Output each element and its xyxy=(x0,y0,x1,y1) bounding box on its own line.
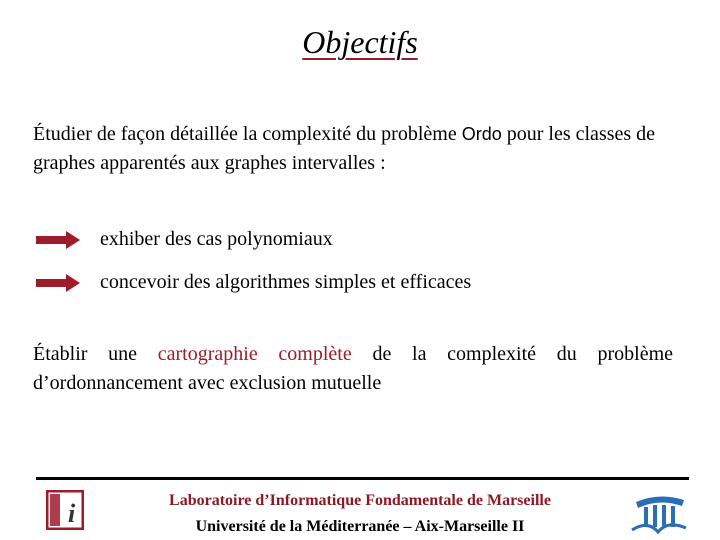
highlighted-phrase: cartographie complète xyxy=(157,343,352,365)
problem-name: Ordo xyxy=(461,124,502,144)
svg-text:i: i xyxy=(68,499,76,528)
second-paragraph xyxy=(33,340,673,398)
bullet-text: exhiber des cas polynomiaux xyxy=(100,228,333,250)
university-logo xyxy=(628,490,690,536)
bullet-item xyxy=(36,228,333,251)
footer xyxy=(0,488,720,540)
bullet-text: concevoir des algorithmes simples et efficaces xyxy=(100,271,472,293)
intro-text-before: Étudier de façon détaillée la complexité du problème xyxy=(33,123,457,145)
slide-title: Objectifs xyxy=(302,24,418,60)
right-arrow-icon xyxy=(36,231,80,249)
second-text-after: de la complexité du problème d’ordonnancement avec exclusion mutuelle xyxy=(33,343,673,394)
footer-divider xyxy=(36,477,689,480)
footer-lab-name: Laboratoire d’Informatique Fondamentale de Marseille xyxy=(169,492,551,509)
bullet-item xyxy=(36,271,471,294)
footer-university: Université de la Méditerranée – Aix-Marseille II xyxy=(195,518,525,535)
intro-paragraph xyxy=(33,120,693,178)
right-arrow-icon xyxy=(36,274,80,292)
second-text-before: Établir une xyxy=(33,343,138,365)
intro-text-after: pour les classes de graphes apparentés aux graphes intervalles : xyxy=(33,123,656,174)
